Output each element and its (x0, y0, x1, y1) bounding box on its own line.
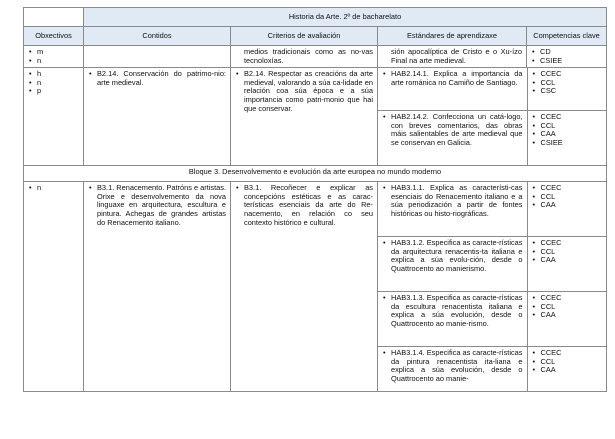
standard-item: • HAB3.1.2. Especifica as caracte-rísticas da arquitectura renacentis-ta italiana e explica a súa evolu-ción, desde o Quattrocento ao manierismo. (382, 239, 523, 273)
competence-item: • CCL (532, 122, 604, 131)
competence-item: • CCEC (532, 184, 604, 193)
standard-item: • HAB2.14.1. Explica a importancia da arte románica no Camiño de Santiago. (382, 70, 523, 87)
content-item: • B2.14. Conservación do patrimo-nio: arte medieval. (88, 70, 226, 87)
competences-entry (527, 292, 607, 347)
standard-entry (378, 292, 527, 347)
competence-item: • CCL (532, 79, 604, 88)
header-competences: Competencias clave (527, 27, 607, 46)
competences-entry (527, 347, 607, 392)
competence-item: • CAA (532, 256, 604, 265)
competence-item: • CCL (532, 358, 604, 367)
competence-item: • CAA (532, 201, 604, 210)
competence-item: • CCL (532, 248, 604, 257)
criteria-item: • B3.1. Recoñecer e explicar as concepcións estéticas e as carac-terísticas esenciais da arte do Re-nacemento, en relación co seu contexto histórico e cultural. (235, 184, 373, 227)
standard-entry (378, 111, 527, 166)
objective-item: • n (28, 57, 79, 66)
criteria-item: • B2.14. Respectar as creacións da arte medieval, valorando a súa ca-lidade en relación coa súa época e a súa importancia como patri-monio que hai que conservar. (235, 70, 373, 113)
competence-item: • CCEC (532, 349, 604, 358)
standard-entry (378, 182, 527, 237)
title-corner-cell (24, 8, 84, 27)
competence-item: • CSIEE (532, 139, 604, 148)
competences-entry (527, 111, 607, 166)
standard-item: • HAB3.1.1. Explica as característi-cas esenciais do Renacemento italiano e a súa periodización a partir de fontes históricas ou histo-riográficas. (382, 184, 523, 218)
competences-cell (527, 46, 607, 68)
competence-item: • CAA (532, 311, 604, 320)
competence-item: • CSIEE (531, 57, 602, 66)
competence-item: • CCEC (532, 113, 604, 122)
competences-entry (527, 182, 607, 237)
header-standards: Estándares de aprendizaxe (378, 27, 527, 46)
standards-cell (378, 46, 527, 68)
objectives-cell (24, 46, 84, 68)
table-row (24, 182, 607, 392)
table-row (24, 68, 607, 166)
header-objectives: Obxectivos (24, 27, 84, 46)
objective-item: • n (28, 79, 79, 88)
standard-entry (378, 347, 527, 392)
criteria-text: medios tradicionais como as no-vas tecnoloxías. (244, 47, 373, 65)
criteria-cell (231, 68, 378, 166)
header-contents: Contidos (84, 27, 231, 46)
objective-item: • m (28, 48, 79, 57)
contents-cell (84, 46, 231, 68)
objectives-cell (24, 68, 84, 166)
contents-cell (84, 182, 231, 392)
competence-item: • CAA (532, 366, 604, 375)
competence-item: • CCL (532, 303, 604, 312)
table-title: Historia da Arte. 2º de bacharelato (84, 8, 607, 27)
block-heading: Bloque 3. Desenvolvemento e evolución da arte europea no mundo moderno (24, 166, 607, 182)
objectives-cell (24, 182, 84, 392)
competence-item: • CCEC (532, 294, 604, 303)
standard-text: sión apocalíptica de Cristo e o Xu-ízo Final na arte medieval. (391, 47, 522, 65)
objective-item: • n (28, 184, 79, 193)
competence-item: • CD (531, 48, 602, 57)
competences-entry (527, 68, 607, 111)
standard-item: • HAB3.1.4. Especifica as caracte-rísticas da pintura renacentista ita-liana e explica a súa evolución, desde o Quattrocento ao manie- (382, 349, 523, 383)
objective-item: • h (28, 70, 79, 79)
content-item: • B3.1. Renacemento. Patróns e artistas. Orixe e desenvolvemento da nova linguaxe en arquitectura, escultura e pintura. Achegas de grandes artistas do Renacemento italiano. (88, 184, 226, 227)
standard-item: • HAB3.1.3. Especifica as caracte-rísticas da escultura renacentista italiana e explica a súa evolución, desde o Quattrocento ao manie-rismo. (382, 294, 523, 328)
standards-competences-cell (378, 68, 607, 166)
standards-competences-cell (378, 182, 607, 392)
contents-cell (84, 68, 231, 166)
curriculum-table (23, 7, 607, 392)
standard-item: • HAB2.14.2. Confecciona un catá-logo, con breves comentarios, das obras máis salientables de arte medieval que se conservan en Galicia. (382, 113, 523, 147)
standard-entry (378, 68, 527, 111)
competences-entry (527, 237, 607, 292)
header-criteria: Criterios de avaliación (231, 27, 378, 46)
objective-item: • p (28, 87, 79, 96)
competence-item: • CCEC (532, 70, 604, 79)
competence-item: • CSC (532, 87, 604, 96)
standard-entry (378, 237, 527, 292)
competence-item: • CAA (532, 130, 604, 139)
table-row (24, 46, 607, 68)
competence-item: • CCL (532, 193, 604, 202)
competence-item: • CCEC (532, 239, 604, 248)
criteria-cell (231, 182, 378, 392)
criteria-cell (231, 46, 378, 68)
